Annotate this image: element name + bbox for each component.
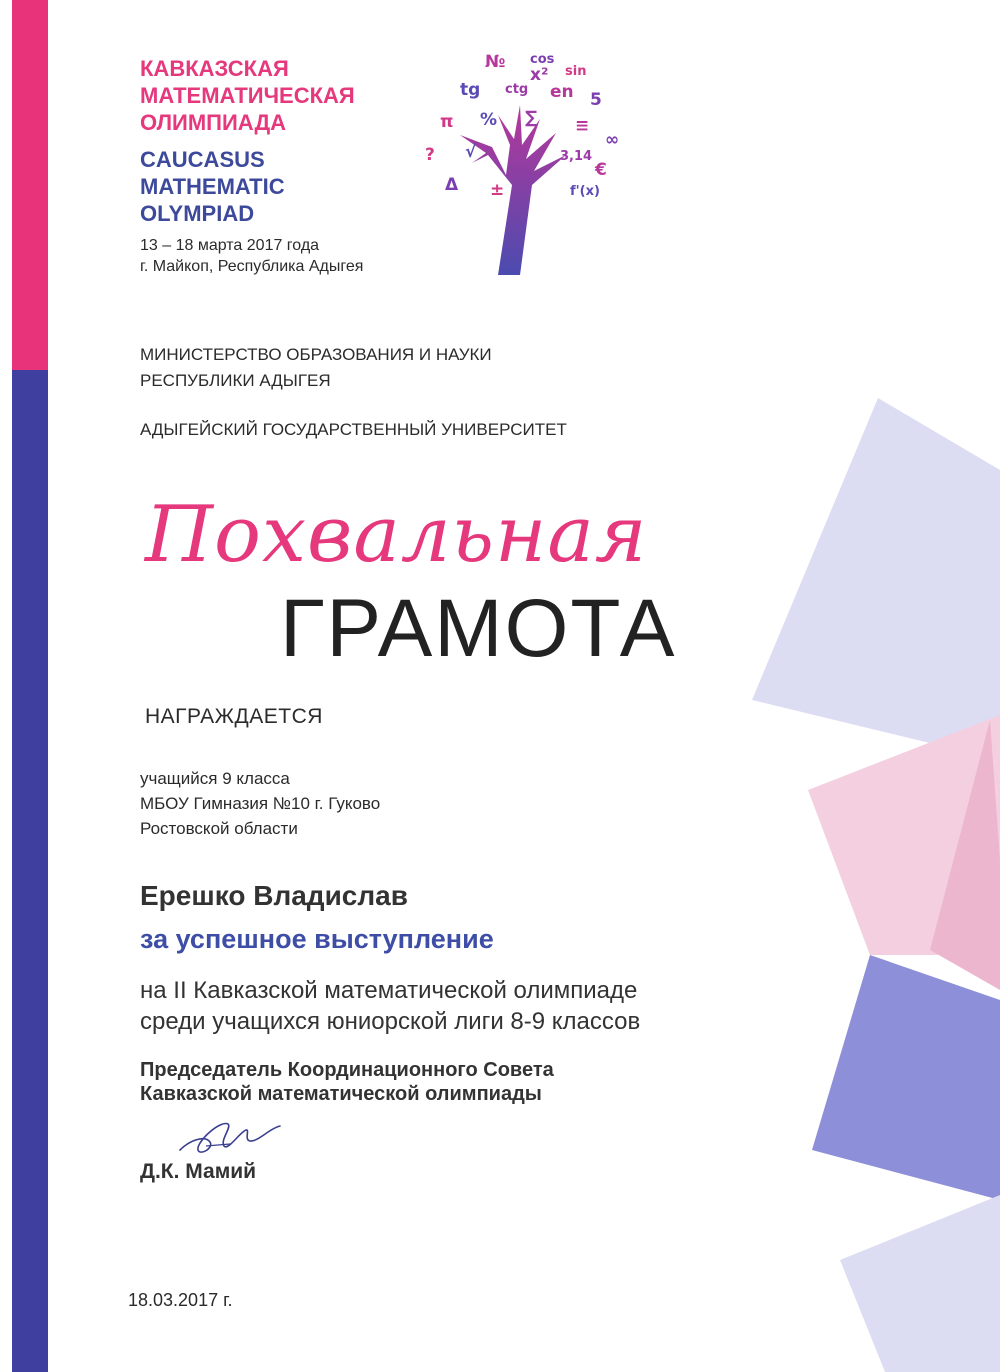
tree-glyph: cos: [530, 52, 555, 67]
event-location: г. Майкоп, Республика Адыгея: [140, 258, 364, 275]
tree-glyph: π: [440, 112, 454, 132]
triangle-blue: [812, 955, 1000, 1200]
recipient-school: МБОУ Гимназия №10 г. Гуково: [140, 794, 381, 813]
tree-glyph: ∞: [605, 130, 620, 150]
tree-glyph: √: [465, 142, 477, 162]
olympiad-en-line3: OLYMPIAD: [140, 201, 255, 226]
university-name: АДЫГЕЙСКИЙ ГОСУДАРСТВЕННЫЙ УНИВЕРСИТЕТ: [140, 420, 567, 439]
ministry-line2: РЕСПУБЛИКИ АДЫГЕЯ: [140, 371, 331, 390]
tree-glyph: ≡: [575, 116, 590, 136]
math-tree-logo: [380, 35, 645, 280]
awarded-label: НАГРАЖДАЕТСЯ: [145, 705, 323, 728]
tree-glyph: f'(x): [570, 184, 600, 199]
olympiad-en-line1: CAUCASUS: [140, 147, 265, 172]
tree-glyph: sin: [565, 64, 587, 79]
title-main: ГРАМОТА: [280, 583, 677, 674]
tree-glyph: ∑: [525, 108, 538, 128]
tree-glyph: №: [485, 52, 506, 72]
award-description-line2: среди учащихся юниорской лиги 8-9 классов: [140, 1008, 641, 1035]
tree-glyph: 5: [590, 90, 602, 110]
award-description-line1: на II Кавказской математической олимпиаде: [140, 977, 638, 1004]
signatory-position-line1: Председатель Координационного Совета: [140, 1059, 554, 1081]
tree-glyph: %: [480, 110, 498, 130]
tree-glyph: en: [550, 82, 574, 102]
tree-glyph: ?: [425, 145, 435, 165]
tree-glyph: Δ: [445, 175, 459, 195]
issue-date: 18.03.2017 г.: [128, 1290, 233, 1310]
award-description: [140, 975, 640, 1037]
tree-glyph: tg: [460, 80, 481, 100]
tree-glyph: 3,14: [560, 149, 593, 164]
olympiad-ru-line1: КАВКАЗСКАЯ: [140, 56, 289, 81]
recipient-name: Ерешко Владислав: [140, 880, 408, 911]
triangle-lavender-bottom: [840, 1195, 1000, 1372]
ministry-block: [140, 342, 492, 394]
event-date-range: 13 – 18 марта 2017 года: [140, 237, 320, 254]
recipient-region: Ростовской области: [140, 819, 298, 838]
ministry-line1: МИНИСТЕРСТВО ОБРАЗОВАНИЯ И НАУКИ: [140, 345, 492, 364]
signatory-position-line2: Кавказской математической олимпиады: [140, 1083, 542, 1105]
olympiad-ru-line2: МАТЕМАТИЧЕСКАЯ: [140, 83, 355, 108]
olympiad-name-ru: [140, 55, 355, 136]
tree-glyph: ±: [490, 180, 505, 200]
award-reason: за успешное выступление: [140, 924, 494, 954]
olympiad-en-line2: MATHEMATIC: [140, 174, 285, 199]
signatory-name: Д.К. Мамий: [140, 1160, 257, 1183]
title-script: Похвальная: [145, 490, 648, 580]
tree-trunk: [460, 105, 566, 275]
signatory-position: [140, 1058, 554, 1106]
tree-glyph: ctg: [505, 82, 529, 97]
event-dates: [140, 235, 363, 277]
tree-glyph: €: [595, 160, 607, 180]
olympiad-ru-line3: ОЛИМПИАДА: [140, 110, 287, 135]
olympiad-name-en: [140, 146, 285, 227]
tree-glyph: x²: [530, 65, 549, 85]
recipient-grade: учащийся 9 класса: [140, 769, 290, 788]
recipient-info: [140, 766, 380, 841]
triangle-lavender: [752, 398, 1000, 760]
